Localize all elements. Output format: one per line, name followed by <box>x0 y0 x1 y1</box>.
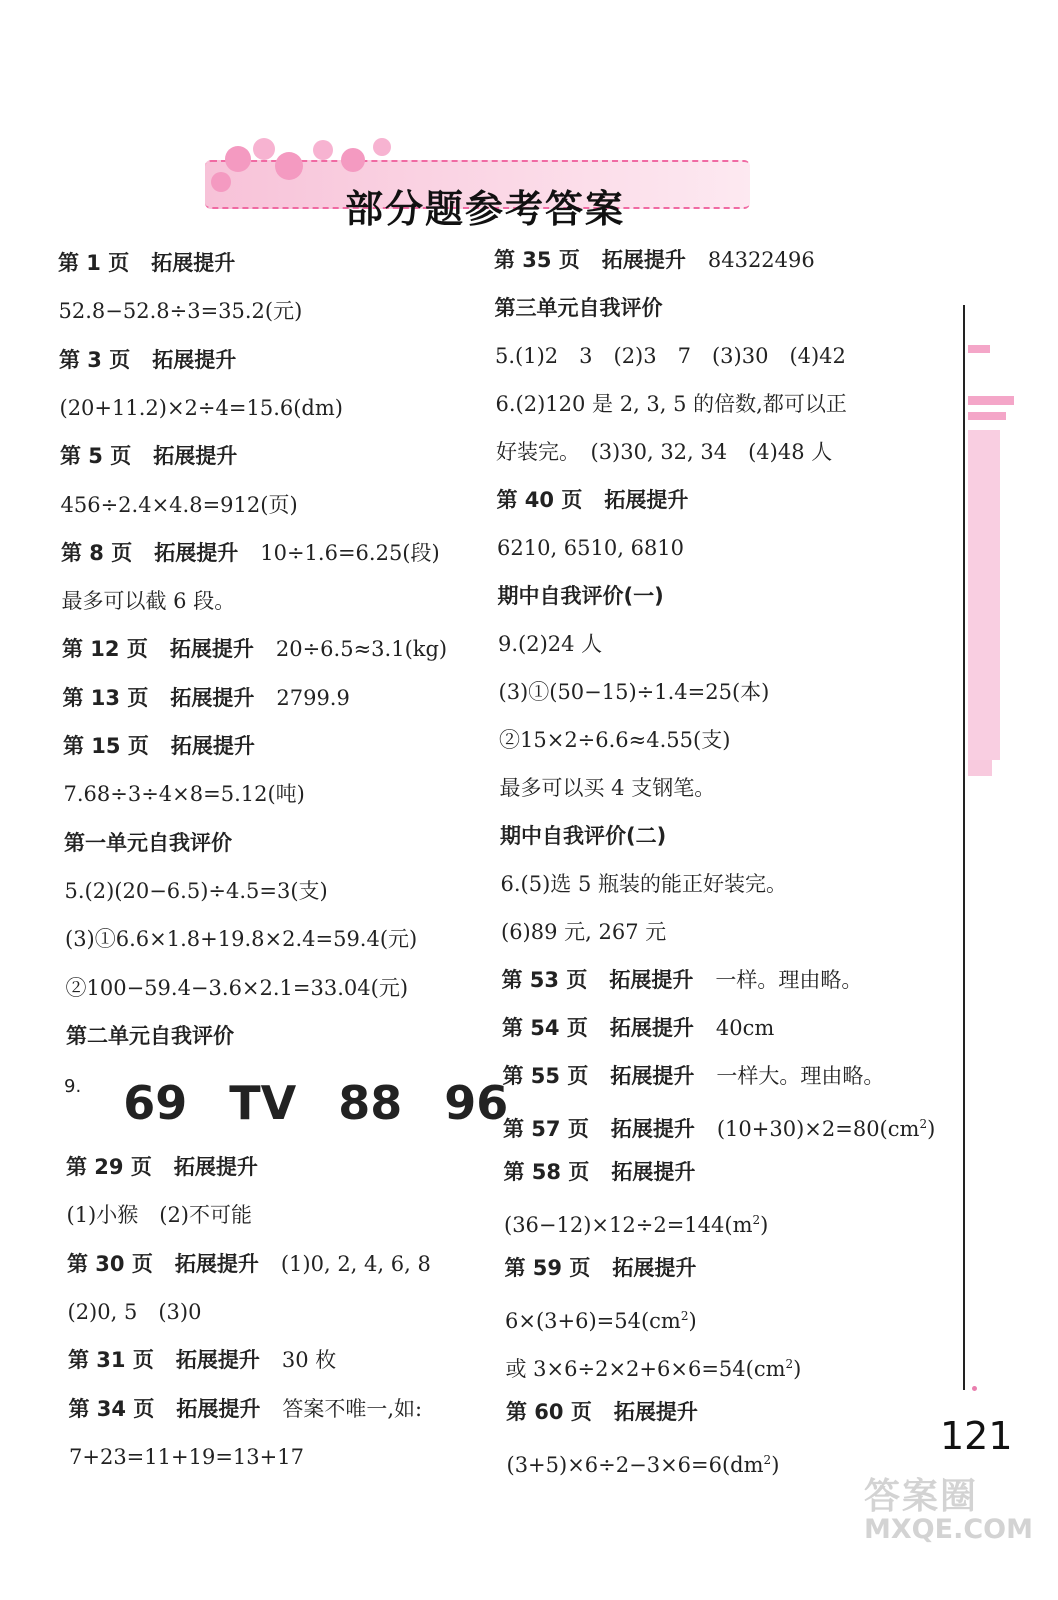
title-banner <box>205 138 750 233</box>
page-title: 部分题参考答案 <box>344 187 625 231</box>
answer-line <box>68 1297 202 1327</box>
flower-decoration <box>373 138 391 156</box>
answer-line <box>67 1200 253 1230</box>
flower-decoration <box>225 146 251 172</box>
superscript: 2 <box>680 1309 689 1323</box>
answer-text: 9.(2)24 人 <box>498 632 603 656</box>
page-ref: 第 40 页 <box>496 488 583 512</box>
section-tag: 拓展提升 <box>170 734 255 758</box>
page-ref: 第 34 页 <box>68 1396 155 1421</box>
margin-decoration <box>968 396 1014 405</box>
answer-line <box>506 1349 802 1379</box>
answer-line <box>65 876 328 906</box>
section-tag: 拓展提升 <box>174 1251 259 1276</box>
answer-heading-row <box>66 1152 258 1182</box>
answer-text: (20+11.2)×2÷4=15.6(dm) <box>59 395 343 420</box>
answer-line <box>499 677 770 707</box>
answer-heading-row <box>505 1253 697 1283</box>
answer-heading-row <box>504 1157 696 1187</box>
superscript: 2 <box>785 1357 794 1371</box>
answer-text: (3)①(50−15)÷1.4=25(本) <box>498 680 770 704</box>
answer-text: 7+23=11+19=13+17 <box>69 1444 304 1469</box>
page-number: 121 <box>940 1414 1013 1458</box>
page-ref: 第 15 页 <box>63 734 149 758</box>
section-tag: 拓展提升 <box>613 1400 698 1424</box>
answer-text: (3)①6.6×1.8+19.8×2.4=59.4(元) <box>65 927 418 952</box>
answer-line <box>500 773 716 803</box>
answer-tail: ) <box>760 1213 769 1237</box>
page-ref: 第 1 页 <box>58 251 130 275</box>
answer-heading-row <box>506 1397 698 1427</box>
section-tag: 拓展提升 <box>152 347 237 372</box>
answer-text: 84322496 <box>707 248 815 272</box>
page-ref: 第 60 页 <box>506 1400 592 1424</box>
answer-heading-row <box>68 1345 336 1375</box>
digit-pair: TV <box>229 1076 297 1130</box>
section-tag: 拓展提升 <box>175 1348 260 1373</box>
section-tag: 拓展提升 <box>154 540 239 565</box>
section-tag: 拓展提升 <box>169 637 254 662</box>
answer-heading-row <box>503 1109 935 1139</box>
flower-decoration <box>341 148 365 172</box>
answer-line <box>69 1442 304 1472</box>
superscript: 2 <box>763 1453 772 1467</box>
answer-text: 20÷6.5≈3.1(kg) <box>275 637 448 662</box>
section-heading: 第一单元自我评价 <box>64 830 232 855</box>
section-tag: 拓展提升 <box>170 685 255 710</box>
answer-tail: ) <box>688 1309 697 1333</box>
flower-decoration <box>253 138 275 160</box>
answer-line <box>497 533 684 563</box>
answer-text: 最多可以截 6 段。 <box>61 589 236 614</box>
answer-heading-row <box>62 634 447 664</box>
page-ref: 第 54 页 <box>502 1016 588 1040</box>
section-tag: 拓展提升 <box>610 1117 695 1141</box>
answer-text: 6×(3+6)=54(cm <box>505 1309 681 1333</box>
answer-text: (3+5)×6÷2−3×6=6(dm <box>506 1453 764 1477</box>
digit-pair: 96 <box>444 1076 509 1130</box>
answer-text: 最多可以买 4 支钢笔。 <box>499 776 716 800</box>
answer-heading-row <box>67 1249 431 1279</box>
flower-decoration <box>211 172 231 192</box>
section-tag: 拓展提升 <box>601 248 686 272</box>
margin-dot <box>972 1386 977 1391</box>
answer-text: 5.(2)(20−6.5)÷4.5=3(支) <box>64 878 328 903</box>
answer-text: 答案不唯一,如: <box>282 1396 423 1421</box>
answer-line <box>505 1301 697 1331</box>
answer-text: 10÷1.6=6.25(段) <box>260 540 440 565</box>
digit-pair: 88 <box>338 1076 403 1130</box>
superscript: 2 <box>752 1213 761 1227</box>
section-heading: 第二单元自我评价 <box>66 1023 234 1048</box>
answer-line <box>59 296 303 326</box>
answer-text: 30 枚 <box>281 1348 337 1373</box>
section-tag: 拓展提升 <box>153 444 238 469</box>
section-tag: 拓展提升 <box>609 1016 694 1040</box>
answer-line <box>501 869 788 899</box>
answer-line <box>499 725 730 755</box>
answer-heading-row <box>497 485 689 515</box>
answer-text: 5.(1)2 3 (2)3 7 (3)30 (4)42 <box>495 344 846 368</box>
section-tag: 拓展提升 <box>176 1396 261 1421</box>
watermark <box>864 1478 1033 1544</box>
margin-decoration <box>968 412 1006 420</box>
answer-text: 一样。理由略。 <box>715 968 863 992</box>
watermark-url: MXQE.COM <box>864 1513 1033 1545</box>
page-ref: 第 13 页 <box>62 685 149 710</box>
margin-decoration <box>968 345 990 353</box>
answer-text: (2)0, 5 (3)0 <box>67 1299 202 1324</box>
digit-pair: 69 <box>123 1076 188 1130</box>
page-ref: 第 5 页 <box>60 444 132 469</box>
section-tag: 拓展提升 <box>611 1160 696 1184</box>
answer-text: ②100−59.4−3.6×2.1=33.04(元) <box>65 975 409 1000</box>
page-ref: 第 31 页 <box>68 1348 154 1373</box>
section-tag: 拓展提升 <box>173 1155 258 1179</box>
answer-line <box>496 437 832 467</box>
page-ref: 第 53 页 <box>501 968 588 992</box>
answer-text: (10+30)×2=80(cm <box>716 1117 920 1141</box>
answer-line <box>61 490 298 520</box>
section-tag: 拓展提升 <box>151 251 236 275</box>
answer-line <box>62 586 236 616</box>
answer-heading-row <box>60 441 237 471</box>
answer-tail: ) <box>793 1357 802 1381</box>
answer-heading-row <box>502 965 863 995</box>
answer-heading-row <box>63 731 255 761</box>
answer-line <box>504 1205 768 1235</box>
superscript: 2 <box>919 1117 928 1131</box>
section-tag: 拓展提升 <box>612 1256 697 1280</box>
answer-text: 6.(2)120 是 2, 3, 5 的倍数,都可以正 <box>495 392 847 416</box>
answer-text: 40cm <box>715 1016 775 1040</box>
answer-line <box>507 1445 780 1475</box>
section-tag: 拓展提升 <box>609 968 694 992</box>
answer-heading-row <box>502 1013 774 1043</box>
page-ref: 第 58 页 <box>503 1160 590 1184</box>
answer-line <box>501 917 666 947</box>
answer-line <box>60 393 343 423</box>
answer-heading-row <box>61 538 440 568</box>
answer-text: 456÷2.4×4.8=912(页) <box>60 492 298 517</box>
page-ref: 第 3 页 <box>59 347 131 372</box>
page-ref: 第 29 页 <box>66 1155 152 1179</box>
margin-decoration <box>968 430 1000 760</box>
page-ref: 第 8 页 <box>61 540 133 565</box>
page-ref: 第 12 页 <box>62 637 148 662</box>
answer-line <box>65 924 417 954</box>
answer-text: 7.68÷3÷4×8=5.12(吨) <box>63 782 305 807</box>
answer-text: 2799.9 <box>276 685 350 710</box>
section-heading: 期中自我评价(一) <box>497 584 664 608</box>
question-9-digits <box>64 1076 508 1130</box>
answer-heading-row <box>58 248 235 278</box>
answer-line <box>495 341 846 371</box>
page-ref: 第 30 页 <box>67 1251 153 1276</box>
answer-text: 6.(5)选 5 瓶装的能正好装完。 <box>500 872 787 896</box>
page-ref: 第 59 页 <box>504 1256 591 1280</box>
section-tag: 拓展提升 <box>604 488 689 512</box>
answer-text: (1)0, 2, 4, 6, 8 <box>280 1251 431 1276</box>
answer-text: 好装完。 (3)30, 32, 34 (4)48 人 <box>496 440 833 464</box>
answer-line <box>64 779 305 809</box>
answer-line <box>66 973 409 1003</box>
watermark-logo: 答案圈 <box>864 1476 979 1517</box>
section-heading: 第三单元自我评价 <box>494 296 663 320</box>
page-ref: 第 57 页 <box>503 1117 589 1141</box>
answer-tail: ) <box>927 1117 936 1141</box>
answer-text: 52.8−52.8÷3=35.2(元) <box>58 299 303 324</box>
flower-decoration <box>275 152 303 180</box>
section-heading: 期中自我评价(二) <box>500 824 667 848</box>
answer-heading-row <box>63 683 350 713</box>
answer-text: (1)小猴 (2)不可能 <box>66 1203 252 1228</box>
answer-heading-row <box>69 1394 423 1424</box>
answer-text: (36−12)×12÷2=144(m <box>504 1213 753 1237</box>
answer-line <box>496 389 847 419</box>
question-label: 9. <box>64 1076 82 1097</box>
answer-heading-row <box>59 345 236 375</box>
answer-line <box>498 629 602 659</box>
answer-heading-row <box>503 1061 885 1091</box>
margin-rule <box>963 305 965 1390</box>
answer-text: 或 3×6÷2×2+6×6=54(cm <box>505 1357 786 1381</box>
answer-text: 一样大。理由略。 <box>716 1064 885 1088</box>
answer-text: ②15×2÷6.6≈4.55(支) <box>499 728 731 752</box>
answer-tail: ) <box>771 1453 780 1477</box>
margin-decoration <box>968 760 992 776</box>
page-ref: 第 55 页 <box>502 1064 589 1088</box>
answer-text: (6)89 元, 267 元 <box>501 920 667 944</box>
answer-heading-row <box>494 245 815 275</box>
page-ref: 第 35 页 <box>494 248 580 272</box>
section-tag: 拓展提升 <box>610 1064 695 1088</box>
answer-text: 6210, 6510, 6810 <box>497 536 685 560</box>
flower-decoration <box>313 140 333 160</box>
